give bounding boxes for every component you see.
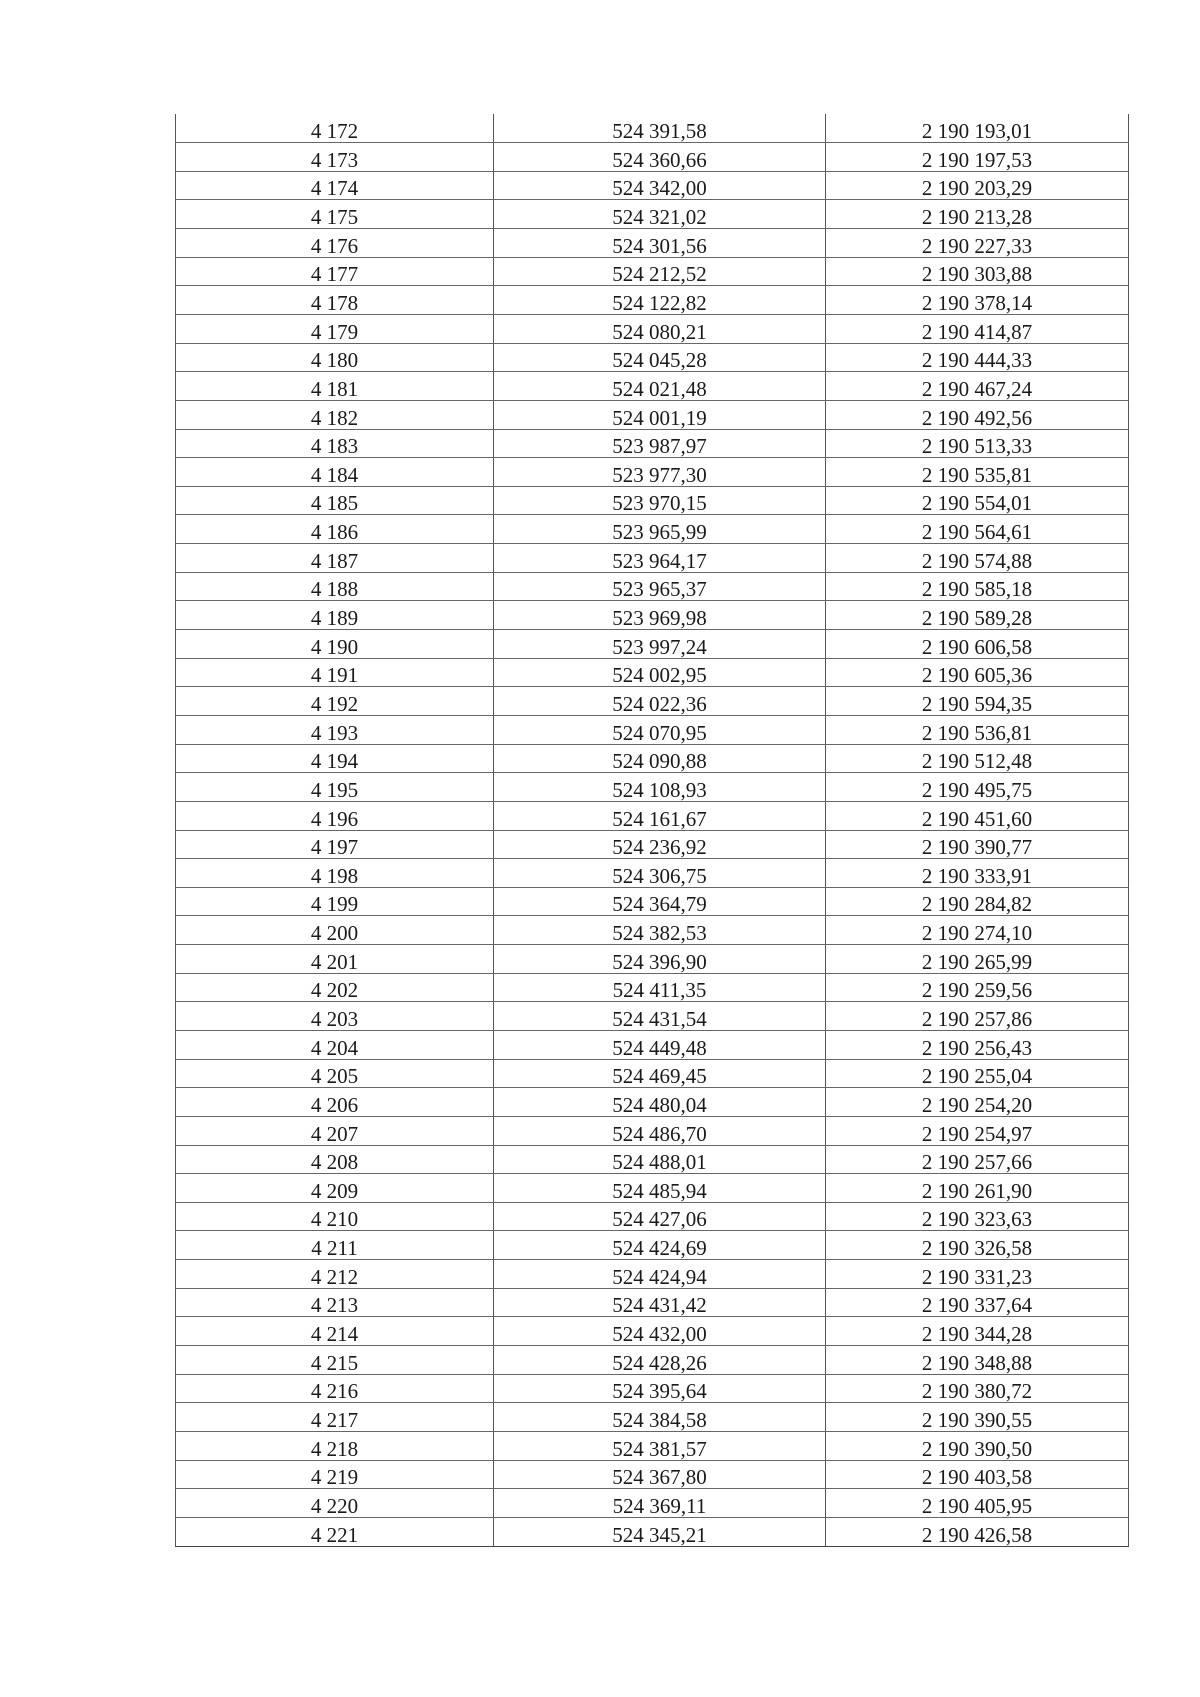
table-row (176, 429, 1129, 458)
table-row (176, 1288, 1129, 1317)
point-number-cell: 4 187 (176, 544, 494, 573)
table-row (176, 343, 1129, 372)
y-coordinate-cell: 2 190 513,33 (826, 429, 1129, 458)
y-coordinate-cell: 2 190 254,20 (826, 1088, 1129, 1117)
x-coordinate-cell: 524 345,21 (494, 1517, 826, 1546)
y-coordinate-cell: 2 190 467,24 (826, 372, 1129, 401)
x-coordinate-cell: 523 964,17 (494, 544, 826, 573)
y-coordinate-cell: 2 190 574,88 (826, 544, 1129, 573)
x-coordinate-cell: 524 364,79 (494, 887, 826, 916)
table-row (176, 1031, 1129, 1060)
table-row (176, 1002, 1129, 1031)
y-coordinate-cell: 2 190 606,58 (826, 630, 1129, 659)
point-number-cell: 4 201 (176, 945, 494, 974)
coordinates-table (175, 114, 1129, 1547)
y-coordinate-cell: 2 190 564,61 (826, 515, 1129, 544)
point-number-cell: 4 176 (176, 229, 494, 258)
x-coordinate-cell: 524 080,21 (494, 314, 826, 343)
table-row (176, 1374, 1129, 1403)
y-coordinate-cell: 2 190 274,10 (826, 916, 1129, 945)
point-number-cell: 4 199 (176, 887, 494, 916)
point-number-cell: 4 174 (176, 171, 494, 200)
x-coordinate-cell: 524 212,52 (494, 257, 826, 286)
x-coordinate-cell: 524 381,57 (494, 1431, 826, 1460)
table-row (176, 1174, 1129, 1203)
x-coordinate-cell: 523 969,98 (494, 601, 826, 630)
point-number-cell: 4 183 (176, 429, 494, 458)
point-number-cell: 4 206 (176, 1088, 494, 1117)
y-coordinate-cell: 2 190 257,66 (826, 1145, 1129, 1174)
y-coordinate-cell: 2 190 444,33 (826, 343, 1129, 372)
x-coordinate-cell: 524 449,48 (494, 1031, 826, 1060)
x-coordinate-cell: 524 360,66 (494, 143, 826, 172)
x-coordinate-cell: 524 045,28 (494, 343, 826, 372)
y-coordinate-cell: 2 190 213,28 (826, 200, 1129, 229)
y-coordinate-cell: 2 190 426,58 (826, 1517, 1129, 1546)
x-coordinate-cell: 524 431,42 (494, 1288, 826, 1317)
table-row (176, 572, 1129, 601)
y-coordinate-cell: 2 190 255,04 (826, 1059, 1129, 1088)
x-coordinate-cell: 524 367,80 (494, 1460, 826, 1489)
x-coordinate-cell: 523 987,97 (494, 429, 826, 458)
table-row (176, 1116, 1129, 1145)
table-row (176, 1431, 1129, 1460)
table-row (176, 973, 1129, 1002)
table-row (176, 1489, 1129, 1518)
table-row (176, 887, 1129, 916)
y-coordinate-cell: 2 190 589,28 (826, 601, 1129, 630)
point-number-cell: 4 218 (176, 1431, 494, 1460)
x-coordinate-cell: 523 965,99 (494, 515, 826, 544)
y-coordinate-cell: 2 190 256,43 (826, 1031, 1129, 1060)
point-number-cell: 4 185 (176, 486, 494, 515)
y-coordinate-cell: 2 190 259,56 (826, 973, 1129, 1002)
table-row (176, 1088, 1129, 1117)
y-coordinate-cell: 2 190 380,72 (826, 1374, 1129, 1403)
point-number-cell: 4 173 (176, 143, 494, 172)
table-row (176, 601, 1129, 630)
x-coordinate-cell: 524 022,36 (494, 687, 826, 716)
table-row (176, 1202, 1129, 1231)
point-number-cell: 4 204 (176, 1031, 494, 1060)
y-coordinate-cell: 2 190 303,88 (826, 257, 1129, 286)
point-number-cell: 4 200 (176, 916, 494, 945)
point-number-cell: 4 189 (176, 601, 494, 630)
x-coordinate-cell: 524 391,58 (494, 114, 826, 143)
y-coordinate-cell: 2 190 585,18 (826, 572, 1129, 601)
coordinates-table-body (176, 114, 1129, 1546)
table-row (176, 229, 1129, 258)
x-coordinate-cell: 524 161,67 (494, 801, 826, 830)
point-number-cell: 4 217 (176, 1403, 494, 1432)
y-coordinate-cell: 2 190 512,48 (826, 744, 1129, 773)
table-row (176, 1403, 1129, 1432)
x-coordinate-cell: 524 342,00 (494, 171, 826, 200)
y-coordinate-cell: 2 190 203,29 (826, 171, 1129, 200)
point-number-cell: 4 205 (176, 1059, 494, 1088)
point-number-cell: 4 184 (176, 458, 494, 487)
point-number-cell: 4 221 (176, 1517, 494, 1546)
x-coordinate-cell: 524 396,90 (494, 945, 826, 974)
y-coordinate-cell: 2 190 326,58 (826, 1231, 1129, 1260)
point-number-cell: 4 220 (176, 1489, 494, 1518)
x-coordinate-cell: 524 122,82 (494, 286, 826, 315)
point-number-cell: 4 179 (176, 314, 494, 343)
point-number-cell: 4 210 (176, 1202, 494, 1231)
table-row (176, 630, 1129, 659)
x-coordinate-cell: 524 424,69 (494, 1231, 826, 1260)
point-number-cell: 4 215 (176, 1346, 494, 1375)
x-coordinate-cell: 523 970,15 (494, 486, 826, 515)
x-coordinate-cell: 524 301,56 (494, 229, 826, 258)
y-coordinate-cell: 2 190 193,01 (826, 114, 1129, 143)
y-coordinate-cell: 2 190 257,86 (826, 1002, 1129, 1031)
table-row (176, 1260, 1129, 1289)
x-coordinate-cell: 524 236,92 (494, 830, 826, 859)
y-coordinate-cell: 2 190 536,81 (826, 715, 1129, 744)
x-coordinate-cell: 524 090,88 (494, 744, 826, 773)
point-number-cell: 4 203 (176, 1002, 494, 1031)
x-coordinate-cell: 524 021,48 (494, 372, 826, 401)
point-number-cell: 4 193 (176, 715, 494, 744)
x-coordinate-cell: 524 384,58 (494, 1403, 826, 1432)
y-coordinate-cell: 2 190 331,23 (826, 1260, 1129, 1289)
x-coordinate-cell: 524 002,95 (494, 658, 826, 687)
table-row (176, 314, 1129, 343)
y-coordinate-cell: 2 190 323,63 (826, 1202, 1129, 1231)
y-coordinate-cell: 2 190 254,97 (826, 1116, 1129, 1145)
y-coordinate-cell: 2 190 284,82 (826, 887, 1129, 916)
point-number-cell: 4 196 (176, 801, 494, 830)
x-coordinate-cell: 524 428,26 (494, 1346, 826, 1375)
x-coordinate-cell: 524 001,19 (494, 400, 826, 429)
point-number-cell: 4 195 (176, 773, 494, 802)
y-coordinate-cell: 2 190 554,01 (826, 486, 1129, 515)
table-row (176, 687, 1129, 716)
y-coordinate-cell: 2 190 227,33 (826, 229, 1129, 258)
x-coordinate-cell: 524 070,95 (494, 715, 826, 744)
point-number-cell: 4 208 (176, 1145, 494, 1174)
y-coordinate-cell: 2 190 265,99 (826, 945, 1129, 974)
x-coordinate-cell: 524 432,00 (494, 1317, 826, 1346)
x-coordinate-cell: 524 369,11 (494, 1489, 826, 1518)
table-row (176, 1145, 1129, 1174)
x-coordinate-cell: 524 306,75 (494, 859, 826, 888)
point-number-cell: 4 188 (176, 572, 494, 601)
x-coordinate-cell: 524 480,04 (494, 1088, 826, 1117)
table-row (176, 257, 1129, 286)
table-row (176, 1460, 1129, 1489)
point-number-cell: 4 175 (176, 200, 494, 229)
table-row (176, 114, 1129, 143)
point-number-cell: 4 192 (176, 687, 494, 716)
point-number-cell: 4 197 (176, 830, 494, 859)
table-row (176, 400, 1129, 429)
x-coordinate-cell: 524 395,64 (494, 1374, 826, 1403)
point-number-cell: 4 214 (176, 1317, 494, 1346)
y-coordinate-cell: 2 190 403,58 (826, 1460, 1129, 1489)
y-coordinate-cell: 2 190 333,91 (826, 859, 1129, 888)
y-coordinate-cell: 2 190 344,28 (826, 1317, 1129, 1346)
table-row (176, 200, 1129, 229)
point-number-cell: 4 211 (176, 1231, 494, 1260)
point-number-cell: 4 178 (176, 286, 494, 315)
point-number-cell: 4 191 (176, 658, 494, 687)
table-row (176, 515, 1129, 544)
table-row (176, 658, 1129, 687)
point-number-cell: 4 219 (176, 1460, 494, 1489)
table-row (176, 486, 1129, 515)
table-row (176, 801, 1129, 830)
point-number-cell: 4 182 (176, 400, 494, 429)
point-number-cell: 4 198 (176, 859, 494, 888)
table-row (176, 715, 1129, 744)
y-coordinate-cell: 2 190 337,64 (826, 1288, 1129, 1317)
point-number-cell: 4 177 (176, 257, 494, 286)
y-coordinate-cell: 2 190 535,81 (826, 458, 1129, 487)
y-coordinate-cell: 2 190 378,14 (826, 286, 1129, 315)
x-coordinate-cell: 523 965,37 (494, 572, 826, 601)
y-coordinate-cell: 2 190 390,55 (826, 1403, 1129, 1432)
point-number-cell: 4 194 (176, 744, 494, 773)
y-coordinate-cell: 2 190 197,53 (826, 143, 1129, 172)
point-number-cell: 4 186 (176, 515, 494, 544)
table-row (176, 286, 1129, 315)
table-row (176, 1517, 1129, 1546)
y-coordinate-cell: 2 190 390,50 (826, 1431, 1129, 1460)
table-row (176, 1059, 1129, 1088)
table-row (176, 544, 1129, 573)
x-coordinate-cell: 524 469,45 (494, 1059, 826, 1088)
point-number-cell: 4 172 (176, 114, 494, 143)
x-coordinate-cell: 524 411,35 (494, 973, 826, 1002)
table-row (176, 916, 1129, 945)
table-row (176, 773, 1129, 802)
point-number-cell: 4 212 (176, 1260, 494, 1289)
table-row (176, 945, 1129, 974)
point-number-cell: 4 181 (176, 372, 494, 401)
x-coordinate-cell: 524 424,94 (494, 1260, 826, 1289)
x-coordinate-cell: 524 382,53 (494, 916, 826, 945)
x-coordinate-cell: 524 427,06 (494, 1202, 826, 1231)
x-coordinate-cell: 523 997,24 (494, 630, 826, 659)
point-number-cell: 4 216 (176, 1374, 494, 1403)
table-row (176, 859, 1129, 888)
table-row (176, 830, 1129, 859)
x-coordinate-cell: 524 108,93 (494, 773, 826, 802)
y-coordinate-cell: 2 190 261,90 (826, 1174, 1129, 1203)
x-coordinate-cell: 524 431,54 (494, 1002, 826, 1031)
y-coordinate-cell: 2 190 594,35 (826, 687, 1129, 716)
point-number-cell: 4 213 (176, 1288, 494, 1317)
y-coordinate-cell: 2 190 390,77 (826, 830, 1129, 859)
y-coordinate-cell: 2 190 495,75 (826, 773, 1129, 802)
table-row (176, 1317, 1129, 1346)
point-number-cell: 4 209 (176, 1174, 494, 1203)
table-row (176, 458, 1129, 487)
point-number-cell: 4 180 (176, 343, 494, 372)
y-coordinate-cell: 2 190 414,87 (826, 314, 1129, 343)
x-coordinate-cell: 524 488,01 (494, 1145, 826, 1174)
point-number-cell: 4 207 (176, 1116, 494, 1145)
table-row (176, 1231, 1129, 1260)
x-coordinate-cell: 524 485,94 (494, 1174, 826, 1203)
table-row (176, 143, 1129, 172)
point-number-cell: 4 190 (176, 630, 494, 659)
table-row (176, 372, 1129, 401)
x-coordinate-cell: 524 321,02 (494, 200, 826, 229)
table-row (176, 1346, 1129, 1375)
y-coordinate-cell: 2 190 348,88 (826, 1346, 1129, 1375)
x-coordinate-cell: 524 486,70 (494, 1116, 826, 1145)
y-coordinate-cell: 2 190 451,60 (826, 801, 1129, 830)
table-row (176, 744, 1129, 773)
x-coordinate-cell: 523 977,30 (494, 458, 826, 487)
y-coordinate-cell: 2 190 405,95 (826, 1489, 1129, 1518)
table-row (176, 171, 1129, 200)
y-coordinate-cell: 2 190 605,36 (826, 658, 1129, 687)
y-coordinate-cell: 2 190 492,56 (826, 400, 1129, 429)
point-number-cell: 4 202 (176, 973, 494, 1002)
